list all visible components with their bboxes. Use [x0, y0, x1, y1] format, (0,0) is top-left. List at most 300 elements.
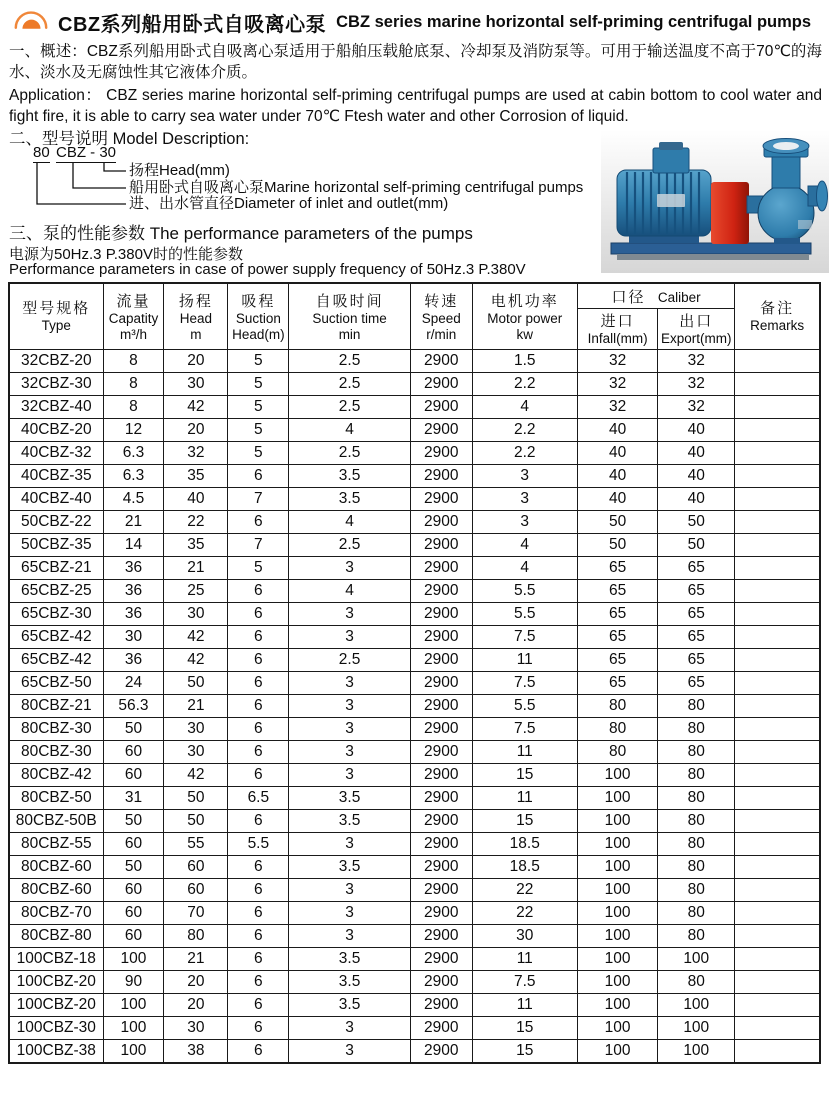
table-cell [735, 350, 820, 373]
table-cell: 2900 [410, 925, 472, 948]
table-cell [735, 902, 820, 925]
table-cell: 65CBZ-50 [9, 672, 103, 695]
table-cell: 50CBZ-22 [9, 511, 103, 534]
table-cell: 80CBZ-70 [9, 902, 103, 925]
table-cell: 55 [164, 833, 228, 856]
table-cell [735, 672, 820, 695]
table-cell: 22 [472, 879, 577, 902]
table-cell: 32 [658, 373, 735, 396]
table-cell: 6 [228, 764, 289, 787]
table-row [9, 1017, 820, 1040]
table-cell: 6 [228, 902, 289, 925]
table-cell: 60 [103, 741, 164, 764]
table-cell: 65CBZ-30 [9, 603, 103, 626]
table-cell [735, 833, 820, 856]
table-cell: 2900 [410, 741, 472, 764]
table-cell: 60 [103, 833, 164, 856]
table-cell: 32 [658, 396, 735, 419]
table-cell: 6 [228, 971, 289, 994]
table-cell: 80CBZ-42 [9, 764, 103, 787]
table-cell: 65CBZ-42 [9, 649, 103, 672]
table-cell [735, 580, 820, 603]
table-cell: 2900 [410, 833, 472, 856]
table-cell [735, 626, 820, 649]
table-cell: 6 [228, 649, 289, 672]
table-cell: 7.5 [472, 971, 577, 994]
table-cell: 21 [103, 511, 164, 534]
table-cell: 20 [164, 971, 228, 994]
table-cell: 3 [289, 902, 411, 925]
table-cell [735, 879, 820, 902]
table-cell: 100 [103, 994, 164, 1017]
table-cell: 100CBZ-20 [9, 994, 103, 1017]
table-cell: 42 [164, 396, 228, 419]
table-cell: 40 [577, 419, 657, 442]
table-cell: 11 [472, 741, 577, 764]
table-cell: 6 [228, 695, 289, 718]
table-cell: 65 [658, 580, 735, 603]
table-cell: 100 [577, 787, 657, 810]
table-cell: 2.5 [289, 373, 411, 396]
table-cell: 100CBZ-18 [9, 948, 103, 971]
page-title [12, 8, 822, 37]
table-cell [735, 442, 820, 465]
table-cell: 7.5 [472, 626, 577, 649]
table-cell: 80 [577, 718, 657, 741]
table-cell: 40 [658, 442, 735, 465]
table-cell: 36 [103, 580, 164, 603]
table-cell: 65CBZ-21 [9, 557, 103, 580]
table-cell: 7 [228, 488, 289, 511]
table-cell: 80 [658, 764, 735, 787]
table-cell: 70 [164, 902, 228, 925]
sun-arc-icon [12, 11, 50, 35]
table-cell: 7.5 [472, 672, 577, 695]
table-cell: 2900 [410, 810, 472, 833]
table-cell: 65 [658, 626, 735, 649]
diagram-label-head: 扬程Head(mm) [129, 162, 230, 179]
table-cell: 5.5 [472, 580, 577, 603]
table-cell: 2.5 [289, 649, 411, 672]
table-row [9, 511, 820, 534]
table-cell: 100 [577, 925, 657, 948]
table-cell: 60 [103, 902, 164, 925]
table-cell [735, 856, 820, 879]
table-cell: 40 [658, 465, 735, 488]
table-cell: 60 [103, 925, 164, 948]
table-row [9, 764, 820, 787]
table-cell: 3.5 [289, 856, 411, 879]
table-cell: 3.5 [289, 971, 411, 994]
table-cell: 80 [658, 902, 735, 925]
table-cell: 30 [164, 603, 228, 626]
performance-heading: 三、泵的性能参数 The performance parameters of the pumps [9, 224, 473, 243]
table-cell: 40 [164, 488, 228, 511]
table-cell: 18.5 [472, 833, 577, 856]
table-cell: 80CBZ-50B [9, 810, 103, 833]
table-cell: 2900 [410, 580, 472, 603]
table-cell: 3.5 [289, 994, 411, 1017]
table-cell: 3 [472, 465, 577, 488]
table-cell: 50 [658, 511, 735, 534]
table-cell: 3 [289, 626, 411, 649]
table-cell: 40CBZ-35 [9, 465, 103, 488]
table-cell: 22 [164, 511, 228, 534]
table-cell: 4 [289, 419, 411, 442]
table-cell: 30 [164, 1017, 228, 1040]
table-cell: 2900 [410, 971, 472, 994]
col-header-suction: 吸程 Suction Head(m) [228, 283, 289, 350]
table-cell: 65 [577, 580, 657, 603]
table-cell: 2900 [410, 856, 472, 879]
table-cell [735, 488, 820, 511]
table-cell: 80CBZ-55 [9, 833, 103, 856]
table-cell: 50 [164, 810, 228, 833]
table-cell [735, 603, 820, 626]
table-cell: 2900 [410, 1017, 472, 1040]
table-cell [735, 718, 820, 741]
table-cell: 2900 [410, 534, 472, 557]
table-cell: 20 [164, 419, 228, 442]
table-cell: 65 [577, 626, 657, 649]
table-cell: 80 [658, 925, 735, 948]
table-cell: 6 [228, 465, 289, 488]
table-cell: 80 [658, 833, 735, 856]
table-cell: 24 [103, 672, 164, 695]
table-cell: 80CBZ-60 [9, 879, 103, 902]
table-cell: 6 [228, 879, 289, 902]
table-cell: 32CBZ-40 [9, 396, 103, 419]
table-cell: 65CBZ-25 [9, 580, 103, 603]
table-cell: 40 [577, 442, 657, 465]
table-cell: 3 [289, 925, 411, 948]
table-cell: 3 [472, 488, 577, 511]
table-cell: 6 [228, 948, 289, 971]
table-cell [735, 764, 820, 787]
table-row [9, 925, 820, 948]
table-cell: 20 [164, 350, 228, 373]
table-cell: 14 [103, 534, 164, 557]
table-row [9, 350, 820, 373]
table-row [9, 994, 820, 1017]
table-row [9, 902, 820, 925]
table-cell: 32 [577, 350, 657, 373]
table-cell: 4 [289, 580, 411, 603]
table-cell: 3 [289, 557, 411, 580]
table-cell: 3 [289, 764, 411, 787]
table-cell: 15 [472, 1040, 577, 1064]
table-cell: 80 [164, 925, 228, 948]
table-cell: 2900 [410, 442, 472, 465]
table-cell: 4 [472, 534, 577, 557]
diagram-label-pump-type: 船用卧式自吸离心泵Marine horizontal self-priming centrifugal pumps [129, 179, 584, 196]
table-cell: 21 [164, 948, 228, 971]
table-cell: 2.5 [289, 350, 411, 373]
table-cell: 2900 [410, 994, 472, 1017]
table-cell: 2900 [410, 718, 472, 741]
table-cell: 3 [289, 833, 411, 856]
table-cell: 3 [289, 603, 411, 626]
table-cell: 40CBZ-20 [9, 419, 103, 442]
table-cell: 31 [103, 787, 164, 810]
table-cell: 32 [577, 373, 657, 396]
table-cell: 3 [289, 718, 411, 741]
table-row [9, 672, 820, 695]
model-code-diagram [30, 145, 650, 221]
col-header-caliber-group: 口径 Caliber [577, 283, 734, 309]
table-row [9, 718, 820, 741]
table-cell: 8 [103, 373, 164, 396]
table-cell: 32 [658, 350, 735, 373]
table-cell: 3.5 [289, 948, 411, 971]
title-chinese: CBZ系列船用卧式自吸离心泵 [58, 14, 327, 36]
table-cell: 6.5 [228, 787, 289, 810]
table-cell: 20 [164, 994, 228, 1017]
table-row [9, 534, 820, 557]
table-cell: 2900 [410, 902, 472, 925]
table-cell: 50 [103, 856, 164, 879]
table-cell [735, 1017, 820, 1040]
table-cell: 8 [103, 350, 164, 373]
application-paragraph-en: Application： CBZ series marine horizontal self-priming centrifugal pumps are used at cabin bottom to cool water and fight fire, it is able to carry sea water under 70℃ Ftesh water and other Corrosion of liquid. [9, 87, 822, 125]
table-cell: 4.5 [103, 488, 164, 511]
table-cell: 35 [164, 465, 228, 488]
table-cell [735, 557, 820, 580]
table-cell: 100CBZ-38 [9, 1040, 103, 1064]
table-cell: 6 [228, 856, 289, 879]
table-cell [735, 994, 820, 1017]
performance-subtitle-en: Performance parameters in case of power supply frequency of 50Hz.3 P.380V [9, 261, 526, 278]
table-cell: 6 [228, 672, 289, 695]
table-cell: 100CBZ-30 [9, 1017, 103, 1040]
table-row [9, 580, 820, 603]
table-cell: 60 [103, 764, 164, 787]
table-cell: 2.5 [289, 396, 411, 419]
col-header-capacity: 流量 Capatity m³/h [103, 283, 164, 350]
table-cell: 3 [289, 879, 411, 902]
table-cell: 100 [658, 1017, 735, 1040]
table-cell: 12 [103, 419, 164, 442]
table-cell: 40 [577, 488, 657, 511]
table-cell [735, 465, 820, 488]
col-header-remarks: 备注 Remarks [735, 283, 820, 350]
table-body [9, 350, 820, 1064]
model-description-heading: 二、型号说明 Model Description: [9, 130, 250, 148]
table-cell: 3.5 [289, 810, 411, 833]
table-cell: 65 [658, 557, 735, 580]
table-cell: 6 [228, 511, 289, 534]
table-cell: 3.5 [289, 488, 411, 511]
table-cell: 4 [472, 396, 577, 419]
table-cell: 5.5 [228, 833, 289, 856]
table-cell: 6 [228, 925, 289, 948]
table-cell: 30 [472, 925, 577, 948]
table-cell: 80CBZ-21 [9, 695, 103, 718]
model-code-size: 80 [33, 144, 50, 161]
table-cell: 100 [577, 994, 657, 1017]
table-row [9, 603, 820, 626]
table-cell: 56.3 [103, 695, 164, 718]
table-cell: 65 [658, 649, 735, 672]
table-cell: 100 [577, 810, 657, 833]
table-cell [735, 1040, 820, 1064]
table-cell: 5.5 [472, 695, 577, 718]
table-row [9, 833, 820, 856]
table-cell: 4 [289, 511, 411, 534]
table-cell: 100 [577, 971, 657, 994]
table-cell: 90 [103, 971, 164, 994]
table-cell: 35 [164, 534, 228, 557]
table-cell: 2900 [410, 465, 472, 488]
table-cell: 3 [289, 695, 411, 718]
table-cell: 80 [658, 741, 735, 764]
table-row [9, 557, 820, 580]
table-cell: 2900 [410, 764, 472, 787]
col-header-infall: 进口 Infall(mm) [577, 309, 657, 350]
table-cell: 50 [577, 534, 657, 557]
table-cell: 80 [658, 810, 735, 833]
table-cell: 22 [472, 902, 577, 925]
table-cell: 50CBZ-35 [9, 534, 103, 557]
table-cell: 2900 [410, 787, 472, 810]
performance-subtitle-zh: 电源为50Hz.3 P.380V时的性能参数 [9, 246, 243, 263]
table-cell [735, 741, 820, 764]
table-cell: 2900 [410, 488, 472, 511]
table-cell: 18.5 [472, 856, 577, 879]
table-cell: 65 [577, 557, 657, 580]
table-cell: 2900 [410, 396, 472, 419]
table-row [9, 373, 820, 396]
table-cell: 2900 [410, 626, 472, 649]
table-cell: 21 [164, 557, 228, 580]
table-cell: 3 [289, 1017, 411, 1040]
table-cell: 2900 [410, 649, 472, 672]
table-cell: 40 [658, 488, 735, 511]
table-cell: 100 [103, 948, 164, 971]
table-cell: 7.5 [472, 718, 577, 741]
table-cell: 80CBZ-50 [9, 787, 103, 810]
table-cell: 3 [289, 672, 411, 695]
table-row [9, 488, 820, 511]
table-cell: 50 [103, 718, 164, 741]
col-header-suction-time: 自吸时间 Suction time min [289, 283, 411, 350]
table-cell: 2900 [410, 948, 472, 971]
performance-table [8, 282, 821, 1064]
table-cell: 36 [103, 649, 164, 672]
table-cell: 2900 [410, 695, 472, 718]
table-cell: 100 [577, 764, 657, 787]
table-cell: 4 [472, 557, 577, 580]
table-cell: 5 [228, 557, 289, 580]
table-cell: 80 [658, 787, 735, 810]
table-cell: 100 [577, 1040, 657, 1064]
table-cell: 5 [228, 396, 289, 419]
table-cell: 80 [658, 695, 735, 718]
table-cell: 32 [164, 442, 228, 465]
table-cell: 80 [658, 971, 735, 994]
table-cell: 80CBZ-60 [9, 856, 103, 879]
table-cell: 38 [164, 1040, 228, 1064]
table-cell: 100 [577, 833, 657, 856]
table-row [9, 810, 820, 833]
table-cell: 65 [577, 603, 657, 626]
table-cell: 6 [228, 741, 289, 764]
table-cell: 50 [164, 672, 228, 695]
table-cell: 30 [164, 741, 228, 764]
table-cell [735, 971, 820, 994]
table-cell: 8 [103, 396, 164, 419]
table-cell: 6 [228, 994, 289, 1017]
table-cell [735, 810, 820, 833]
table-cell: 32CBZ-20 [9, 350, 103, 373]
table-cell: 100 [577, 879, 657, 902]
table-row [9, 649, 820, 672]
table-cell: 3.5 [289, 787, 411, 810]
table-cell [735, 695, 820, 718]
table-cell: 65CBZ-42 [9, 626, 103, 649]
table-cell: 80CBZ-80 [9, 925, 103, 948]
table-cell: 3 [472, 511, 577, 534]
col-header-motor-power: 电机功率 Motor power kw [472, 283, 577, 350]
table-cell: 50 [164, 787, 228, 810]
table-row [9, 465, 820, 488]
table-row [9, 948, 820, 971]
table-cell: 60 [164, 879, 228, 902]
table-row [9, 856, 820, 879]
table-cell: 6.3 [103, 442, 164, 465]
table-cell: 60 [103, 879, 164, 902]
table-cell: 2900 [410, 373, 472, 396]
table-cell: 3.5 [289, 465, 411, 488]
table-cell: 100 [658, 948, 735, 971]
table-row [9, 1040, 820, 1064]
table-cell: 40 [577, 465, 657, 488]
table-cell [735, 534, 820, 557]
table-cell: 100CBZ-20 [9, 971, 103, 994]
table-cell: 5 [228, 373, 289, 396]
table-cell: 11 [472, 994, 577, 1017]
table-cell: 42 [164, 764, 228, 787]
table-cell [735, 373, 820, 396]
table-cell [735, 396, 820, 419]
table-cell: 50 [658, 534, 735, 557]
table-row [9, 787, 820, 810]
table-cell: 1.5 [472, 350, 577, 373]
table-cell: 65 [658, 672, 735, 695]
table-cell: 100 [577, 902, 657, 925]
table-cell: 50 [577, 511, 657, 534]
table-cell: 25 [164, 580, 228, 603]
table-cell: 3 [289, 1040, 411, 1064]
table-cell: 5 [228, 419, 289, 442]
table-cell: 2.5 [289, 442, 411, 465]
table-cell: 11 [472, 787, 577, 810]
table-cell: 42 [164, 626, 228, 649]
table-row [9, 971, 820, 994]
table-cell: 42 [164, 649, 228, 672]
table-cell: 2900 [410, 557, 472, 580]
table-cell: 100 [658, 994, 735, 1017]
table-cell: 2900 [410, 511, 472, 534]
table-cell [735, 419, 820, 442]
table-row [9, 695, 820, 718]
table-cell: 15 [472, 764, 577, 787]
table-cell: 65 [577, 649, 657, 672]
table-cell [735, 649, 820, 672]
col-header-type: 型号规格 Type [9, 283, 103, 350]
table-cell: 5 [228, 442, 289, 465]
table-cell: 100 [577, 856, 657, 879]
